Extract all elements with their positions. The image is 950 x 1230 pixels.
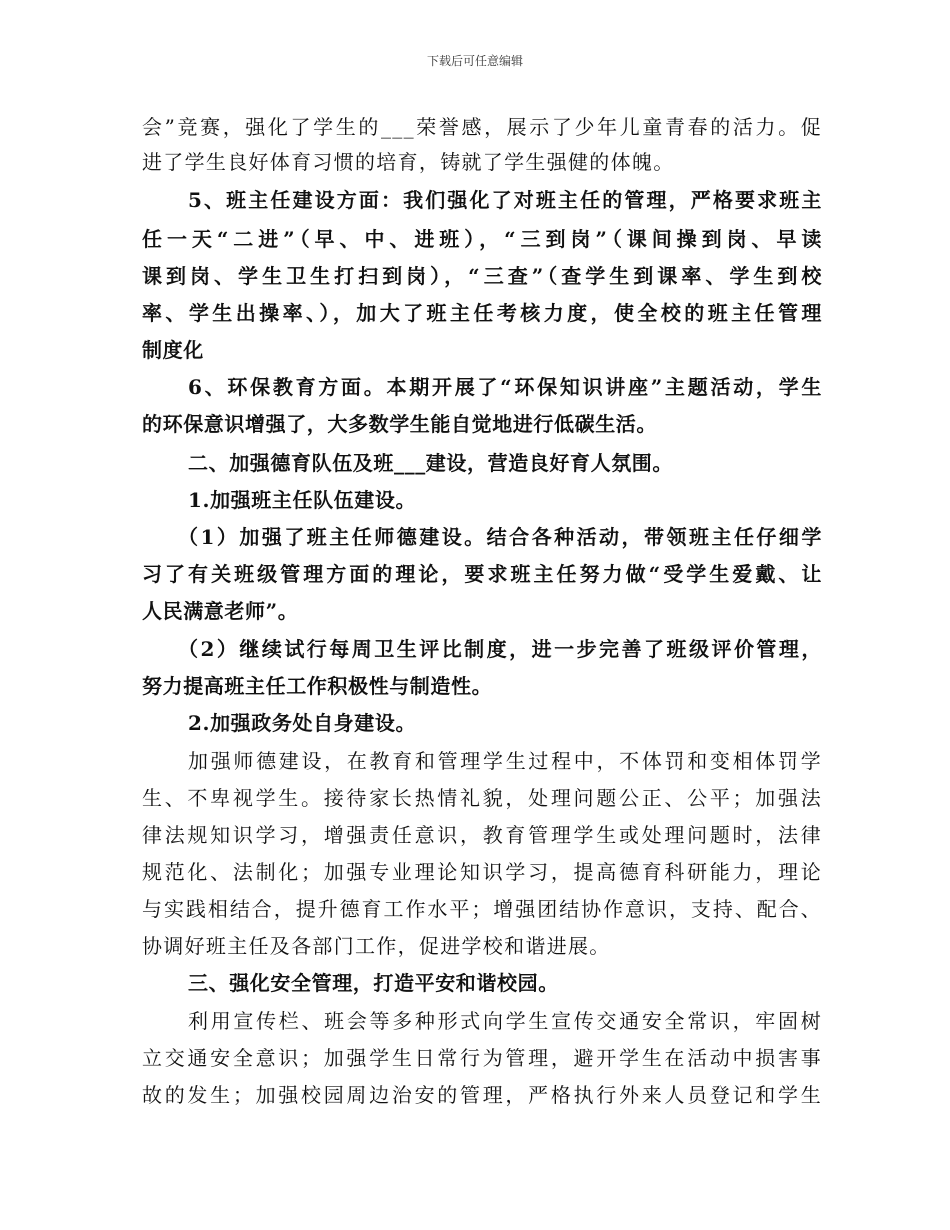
paragraph-line: 与实践相结合，提升德育工作水平；增强团结协作意识，支持、配合、 xyxy=(142,897,822,921)
subsection-heading: 1.加强班主任队伍建设。 xyxy=(188,488,417,512)
page-header: 下载后可任意编辑 xyxy=(426,54,523,68)
paragraph-line: 协调好班主任及各部门工作，促进学校和谐进展。 xyxy=(142,934,611,958)
paragraph-line: 加强师德建设，在教育和管理学生过程中，不体罚和变相体罚学 xyxy=(188,749,822,773)
list-item-heading: （1）加强了班主任师德建设。结合各种活动，带领班主任仔细学 xyxy=(178,525,822,549)
paragraph-line: 的环保意识增强了，大多数学生能自觉地进行低碳生活。 xyxy=(142,412,657,436)
paragraph-line: 任一天“二进”（早、中、进班），“三到岗”（课间操到岗、早读 xyxy=(142,227,822,251)
paragraph-line: 律法规知识学习，增强责任意识，教育管理学生或处理问题时，法律 xyxy=(142,823,822,847)
subsection-heading: 2.加强政务处自身建设。 xyxy=(188,711,417,735)
paragraph-line: 进了学生良好体育习惯的培育，铸就了学生强健的体魄。 xyxy=(142,150,675,174)
paragraph-line: 率、学生出操率、），加大了班主任考核力度，使全校的班主任管理 xyxy=(142,301,822,325)
section-item-heading: 6、环保教育方面。本期开展了“环保知识讲座”主题活动，学生 xyxy=(188,375,822,399)
section-item-heading: 5、班主任建设方面：我们强化了对班主任的管理，严格要求班主 xyxy=(188,188,822,212)
section-heading: 二、加强德育队伍及班___建设，营造良好育人氛围。 xyxy=(188,451,673,475)
paragraph-line: 会”竞赛，强化了学生的___荣誉感，展示了少年儿童青春的活力。促 xyxy=(142,115,822,139)
paragraph-line: 立交通安全意识；加强学生日常行为管理，避开学生在活动中损害事 xyxy=(142,1046,822,1070)
section-heading: 三、强化安全管理，打造平安和谐校园。 xyxy=(188,971,559,995)
paragraph-line: 人民满意老师”。 xyxy=(142,599,299,623)
paragraph-line: 努力提高班主任工作积极性与制造性。 xyxy=(142,674,493,698)
paragraph-line: 利用宣传栏、班会等多种形式向学生宣传交通安全常识，牢固树 xyxy=(188,1009,822,1033)
paragraph-line: 规范化、法制化；加强专业理论知识学习，提高德育科研能力，理论 xyxy=(142,860,822,884)
paragraph-line: 生、不卑视学生。接待家长热情礼貌，处理问题公正、公平；加强法 xyxy=(142,786,822,810)
paragraph-line: 故的发生；加强校园周边治安的管理，严格执行外来人员登记和学生 xyxy=(142,1083,822,1107)
list-item-heading: （2）继续试行每周卫生评比制度，进一步完善了班级评价管理， xyxy=(178,637,822,661)
paragraph-line: 制度化 xyxy=(142,338,204,362)
paragraph-line: 习了有关班级管理方面的理论，要求班主任努力做“受学生爱戴、让 xyxy=(142,562,822,586)
paragraph-line: 课到岗、学生卫生打扫到岗），“三查”（查学生到课率、学生到校 xyxy=(142,264,822,288)
